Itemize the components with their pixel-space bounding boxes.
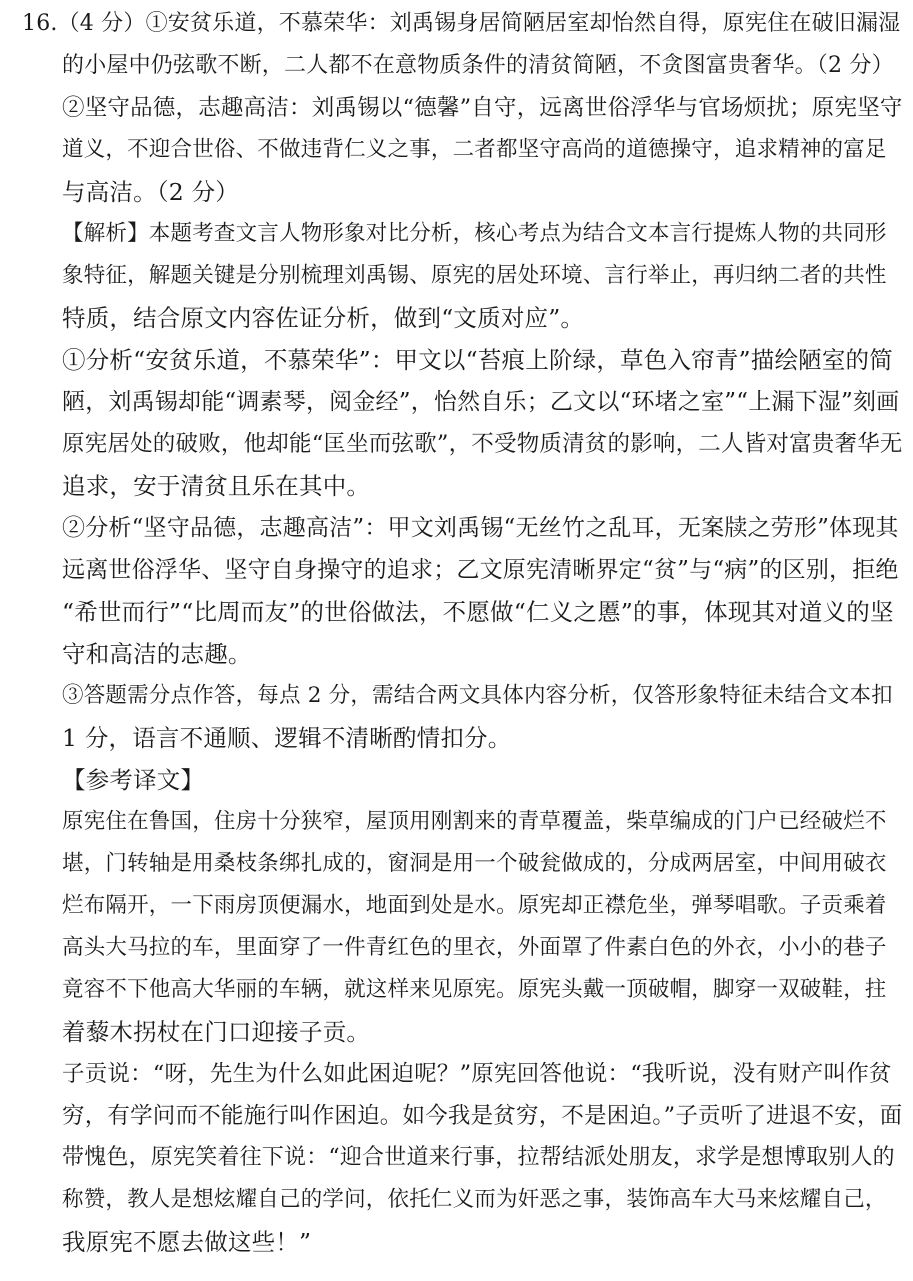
analysis-point1-line-4: 追求，安于清贫且乐在其中。 [62,472,371,500]
answer-line-4: 道义，不迎合世俗、不做违背仁义之事，二者都坚守高尚的道德操守，追求精神的富足 [62,137,887,162]
answer-line-5: 与高洁。（2 分） [62,178,239,206]
translation-line-2: 堪，门转轴是用桑枝条绑扎成的，窗洞是用一个破瓮做成的，分成两居室，中间用破衣 [62,851,887,876]
analysis-point2-line-1: ②分析“坚守品德，志趣高洁”：甲文刘禹锡“无丝竹之乱耳，无案牍之劳形”体现其 [62,515,899,541]
analysis-point3-line-2: 1 分，语言不通顺、逻辑不清晰酌情扣分。 [62,724,512,752]
answer-line-3: ②坚守品德，志趣高洁：刘禹锡以“德馨”自守，远离世俗浮华与官场烦扰；原宪坚守 [62,95,903,121]
translation-line-5: 竟容不下他高大华丽的车辆，就这样来见原宪。原宪头戴一顶破帽，脚穿一双破鞋，拄 [62,977,887,1002]
translation-line-4: 高头大马拉的车，里面穿了一件青红色的里衣，外面罩了件素白色的外衣，小小的巷子 [62,935,887,960]
translation-line-7: 子贡说：“呀，先生为什么如此困迫呢？”原宪回答他说：“我听说，没有财产叫作贫 [62,1061,892,1087]
analysis-line-2: 象特征，解题关键是分别梳理刘禹锡、原宪的居处环境、言行举止，再归纳二者的共性 [62,263,887,288]
analysis-line-1: 【解析】本题考查文言人物形象对比分析，核心考点为结合文本言行提炼人物的共同形 [62,221,887,246]
analysis-line-3: 特质，结合原文内容佐证分析，做到“文质对应”。 [62,304,585,332]
analysis-point2-line-4: 守和高洁的志趣。 [62,640,252,668]
analysis-point2-line-3: “希世而行”“比周而友”的世俗做法，不愿做“仁义之慝”的事，体现其对道义的坚 [62,598,894,626]
answer-line-2: 的小屋中仍弦歌不断，二人都不在意物质条件的清贫简陋，不贪图富贵奢华。（2 分） [62,53,894,78]
translation-heading: 【参考译文】 [62,766,205,794]
translation-line-3: 烂布隔开，一下雨房顶便漏水，地面到处是水。原宪却正襟危坐，弹琴唱歌。子贡乘着 [62,893,887,918]
analysis-point1-line-3: 原宪居处的破败，他却能“匡坐而弦歌”，不受物质清贫的影响，二人皆对富贵奢华无 [62,431,903,457]
translation-line-11: 我原宪不愿去做这些！” [62,1228,312,1256]
translation-line-6: 着藜木拐杖在门口迎接子贡。 [62,1018,371,1046]
translation-line-1: 原宪住在鲁国，住房十分狭窄，屋顶用刚割来的青草覆盖，柴草编成的门户已经破烂不 [62,809,887,834]
analysis-point2-line-2: 远离世俗浮华、坚守自身操守的追求；乙文原宪清晰界定“贫”与“病”的区别，拒绝 [62,557,899,583]
translation-line-9: 带愧色，原宪笑着往下说：“迎合世道来行事，拉帮结派处朋友，求学是想博取别人的 [62,1145,895,1170]
analysis-point1-line-1: ①分析“安贫乐道，不慕荣华”：甲文以“苔痕上阶绿，草色入帘青”描绘陋室的简 [62,346,893,374]
translation-line-8: 穷，有学问而不能施行叫作困迫。如今我是贫穷，不是困迫。”子贡听了进退不安，面 [62,1103,903,1129]
analysis-point3-line-1: ③答题需分点作答，每点 2 分，需结合两文具体内容分析，仅答形象特征未结合文本扣 [62,683,893,708]
answer-line-1: 16.（4 分）①安贫乐道，不慕荣华：刘禹锡身居简陋居室却怡然自得，原宪住在破旧漏湿 [22,11,901,36]
analysis-point1-line-2: 陋，刘禹锡却能“调素琴，阅金经”，怡然自乐；乙文以“环堵之室”“上漏下湿”刻画 [62,389,900,415]
translation-line-10: 称赞，教人是想炫耀自己的学问，依托仁义而为奸恶之事，装饰高车大马来炫耀自己， [62,1187,887,1212]
